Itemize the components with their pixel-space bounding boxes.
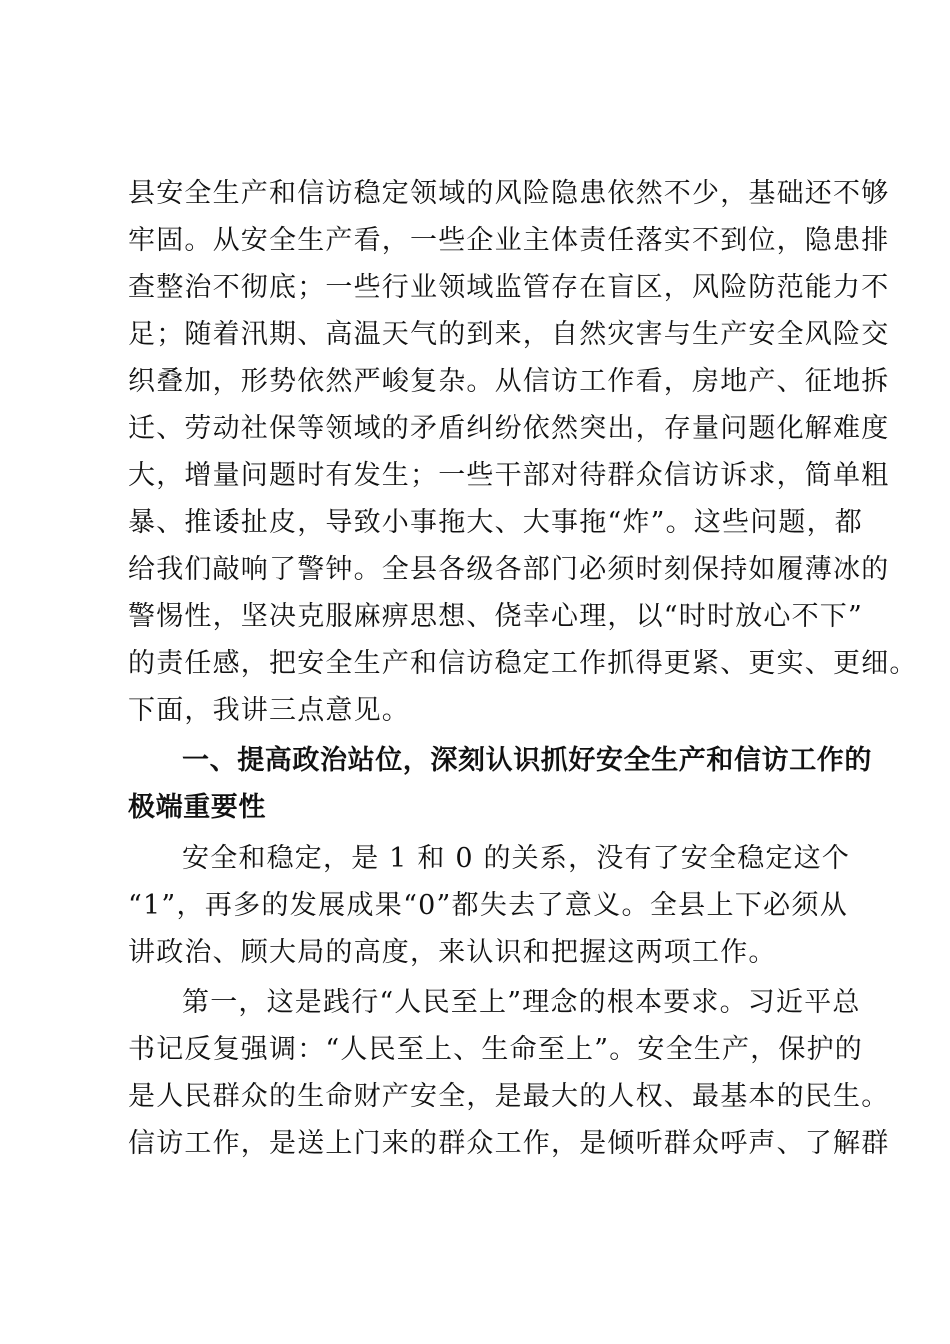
body-text-line: 讲政治、顾大局的高度，来认识和把握这两项工作。 bbox=[128, 937, 777, 968]
body-text-line: 信访工作，是送上门来的群众工作，是倾听群众呼声、了解群 bbox=[128, 1128, 890, 1159]
body-text-line: “1”，再多的发展成果“0”都失去了意义。全县上下必须从 bbox=[128, 890, 848, 921]
body-text-line: 书记反复强调：“人民至上、生命至上”。安全生产，保护的 bbox=[128, 1034, 864, 1065]
body-text-line: 暴、推诿扯皮，导致小事拖大、大事拖“炸”。这些问题，都 bbox=[128, 507, 864, 538]
body-text-line: 织叠加，形势依然严峻复杂。从信访工作看，房地产、征地拆 bbox=[128, 366, 890, 397]
body-text-line: 下面，我讲三点意见。 bbox=[128, 695, 410, 726]
body-text-line: 足；随着汛期、高温天气的到来，自然灾害与生产安全风险交 bbox=[128, 319, 890, 350]
body-text-line: 给我们敲响了警钟。全县各级各部门必须时刻保持如履薄冰的 bbox=[128, 554, 890, 585]
body-text-line: 警惕性，坚决克服麻痹思想、侥幸心理，以“时时放心不下” bbox=[128, 601, 864, 632]
section-heading: 极端重要性 bbox=[128, 792, 266, 823]
body-text-line: 迁、劳动社保等领域的矛盾纠纷依然突出，存量问题化解难度 bbox=[128, 413, 890, 444]
body-text-line: 安全和稳定，是 1 和 0 的关系，没有了安全稳定这个 bbox=[182, 843, 851, 874]
body-text-line: 是人民群众的生命财产安全，是最大的人权、最基本的民生。 bbox=[128, 1081, 890, 1112]
body-text-line: 大，增量问题时有发生；一些干部对待群众信访诉求，简单粗 bbox=[128, 460, 890, 491]
section-heading: 一、提高政治站位，深刻认识抓好安全生产和信访工作的 bbox=[182, 745, 872, 776]
body-text-line: 查整治不彻底；一些行业领域监管存在盲区，风险防范能力不 bbox=[128, 272, 890, 303]
body-text-line: 牢固。从安全生产看，一些企业主体责任落实不到位，隐患排 bbox=[128, 225, 890, 256]
body-text-line: 第一，这是践行“人民至上”理念的根本要求。习近平总 bbox=[182, 987, 861, 1018]
body-text-line: 的责任感，把安全生产和信访稳定工作抓得更紧、更实、更细。 bbox=[128, 648, 918, 679]
body-text-line: 县安全生产和信访稳定领域的风险隐患依然不少，基础还不够 bbox=[128, 178, 890, 209]
